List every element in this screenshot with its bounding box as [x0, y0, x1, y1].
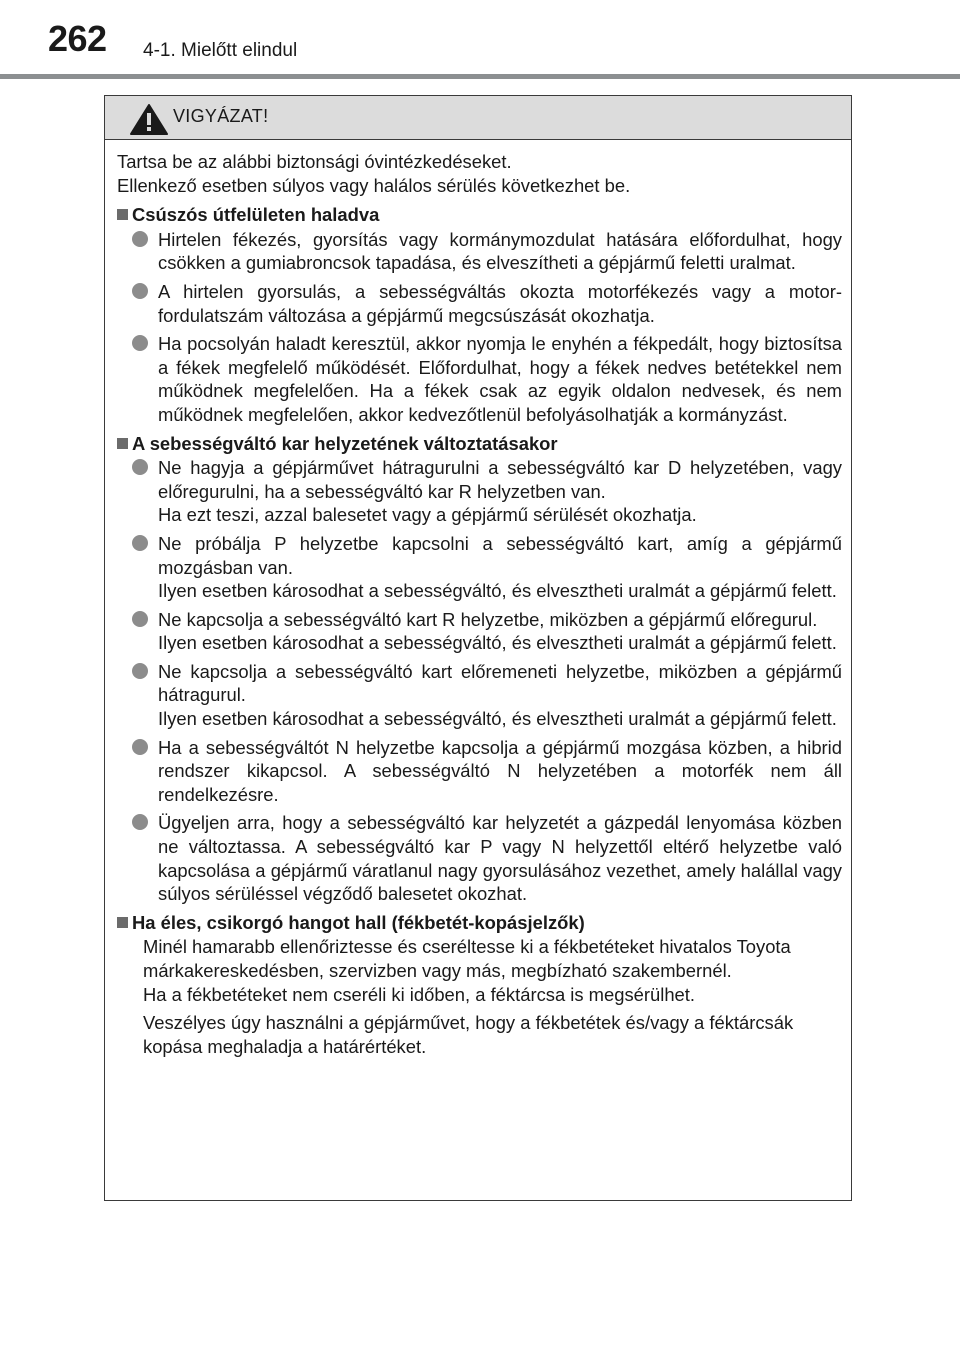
list-item: Ne kapcsolja a sebességváltó kart R helyzetbe, miközben a gépjármű előregurul. Ilyen esetben károsodhat a sebességváltó, és elvesztheti uralmát a gépjármű felett.	[132, 608, 842, 655]
circle-bullet-icon	[132, 231, 148, 247]
list-item: Ha a sebességváltót N helyzetbe kapcsolja a gépjármű mozgása közben, a hibrid rendszer kikapcsol. A sebességváltó N helyzetében a motorfék nem áll rendelkezésre.	[132, 736, 842, 807]
intro-line: Ellenkező esetben súlyos vagy halálos sérülés következhet be.	[117, 174, 631, 196]
circle-bullet-icon	[132, 663, 148, 679]
list-item: Ne hagyja a gépjárművet hátragurulni a sebességváltó kar D helyzetében, vagy előregurulni, ha a sebességváltó kar R helyzetben van. Ha ezt teszi, azzal balesetet vagy a gépjármű sérülését okozhatja.	[132, 456, 842, 527]
section-title: 4-1. Mielőtt elindul	[143, 40, 298, 61]
section-title-brake: Ha éles, csikorgó hangot hall (fékbetét-kopásjelzők)	[117, 911, 842, 935]
section-brake-squeal	[117, 911, 842, 1059]
circle-bullet-icon	[132, 335, 148, 351]
section-title-slippery: Csúszós útfelületen haladva	[117, 203, 842, 227]
caution-header	[105, 96, 851, 140]
caution-body	[105, 140, 851, 1058]
warning-triangle-icon	[129, 103, 169, 136]
square-bullet-icon	[117, 438, 128, 449]
circle-bullet-icon	[132, 611, 148, 627]
list-item: Ügyeljen arra, hogy a sebességváltó kar helyzetét a gázpedál lenyomása közben ne változtassa. A sebességváltó kar P vagy N helyzettől eltérő helyzetbe való kapcsolása a gépjármű váratlanul nagy gyorsulásához vezethet, amely halállal vagy súlyos sérüléssel végződő balesetet okozhat.	[132, 811, 842, 905]
section-title-shift: A sebességváltó kar helyzetének változtatásakor	[117, 432, 842, 456]
intro-line: Tartsa be az alábbi biztonsági óvintézkedéseket.	[117, 151, 512, 172]
square-bullet-icon	[117, 917, 128, 928]
page-header	[0, 0, 960, 80]
section-slippery-roads	[117, 203, 842, 426]
square-bullet-icon	[117, 209, 128, 220]
page-number: 262	[48, 18, 107, 59]
section-shift-lever	[117, 432, 842, 906]
header-divider	[0, 74, 960, 79]
list-item: Ha pocsolyán haladt keresztül, akkor nyomja le enyhén a fékpedált, hogy biztosítsa a fékek megfelelő működését. Előfordulhat, hogy a fékek nedves betétekkel nem működnek megfelelően. Ha a fékek csak az egyik oldalon nedvesek, és nem működnek megfelelően, akkor kedvezőtlenül befolyásolhatják a kormányzást.	[132, 332, 842, 426]
circle-bullet-icon	[132, 739, 148, 755]
circle-bullet-icon	[132, 283, 148, 299]
caution-intro	[117, 150, 842, 197]
circle-bullet-icon	[132, 535, 148, 551]
list-item: Hirtelen fékezés, gyorsítás vagy kormánymozdulat hatására előfordulhat, hogy csökken a gumiabroncsok tapadása, és elveszítheti a gépjármű feletti uralmat.	[132, 228, 842, 275]
caution-box	[104, 95, 852, 1201]
paragraph: Veszélyes úgy használni a gépjárművet, hogy a fékbetétek és/vagy a féktárcsák kopása meghaladja a határértéket.	[143, 1012, 794, 1057]
circle-bullet-icon	[132, 814, 148, 830]
list-item: Ne próbálja P helyzetbe kapcsolni a sebességváltó kart, amíg a gépjármű mozgásban van. Ilyen esetben károsodhat a sebességváltó, és elvesztheti uralmát a gépjármű felett.	[132, 532, 842, 603]
paragraph: Minél hamarabb ellenőriztesse és cseréltesse ki a fékbetéteket hivatalos Toyota márkakereskedésben, szervizben vagy más, megbízható szakembernél. Ha a fékbetéteket nem cseréli ki időben, a féktárcsa is megsérülhet.	[143, 936, 791, 1005]
caution-label: VIGYÁZAT!	[173, 106, 269, 126]
list-item: Ne kapcsolja a sebességváltó kart előremeneti helyzetbe, miközben a gépjármű hátragurul. Ilyen esetben károsodhat a sebességváltó, és elvesztheti uralmát a gépjármű felett.	[132, 660, 842, 731]
list-item: A hirtelen gyorsulás, a sebességváltás okozta motorfékezés vagy a motorfordulatszám változása a gépjármű megcsúszását okozhatja.	[132, 280, 842, 327]
circle-bullet-icon	[132, 459, 148, 475]
